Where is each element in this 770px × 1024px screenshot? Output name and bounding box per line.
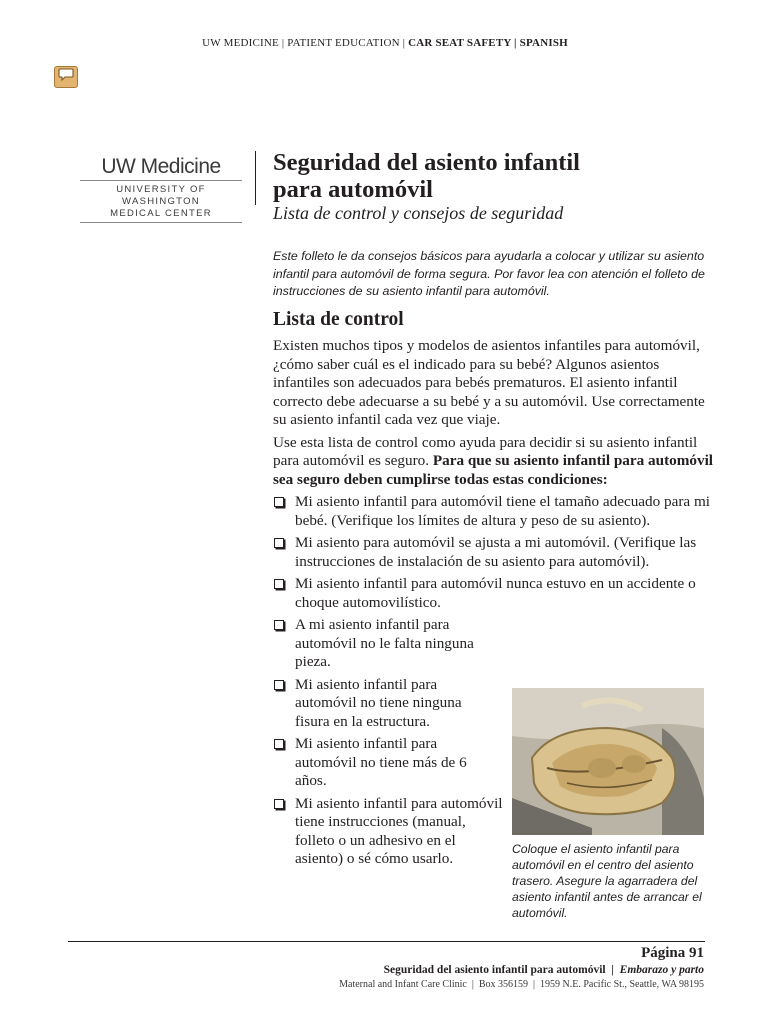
document-subtitle: Lista de control y consejos de seguridad [273,203,564,223]
logo-subline-2: MEDICAL CENTER [110,208,212,219]
checklist-item-text: Mi asiento infantil para automóvil tiene instrucciones (manual, folleto o un adhesivo en el asiento) o sé cómo usarlo. [295,794,503,867]
checklist-item-text: A mi asiento infantil para automóvil no le falta ninguna pieza. [295,616,474,670]
running-header [0,37,770,49]
checkbox-icon[interactable] [274,579,284,589]
paragraph-2 [273,434,713,490]
footer-divider [68,941,705,942]
photo-caption: Coloque el asiento infantil para automóvil en el centro del asiento trasero. Asegure la agarradera del asiento infantil antes de arrancar el automóvil. [512,842,702,920]
page-number: Página 91 [641,945,704,961]
checklist-item [273,493,713,530]
uw-medicine-logo [80,156,242,226]
checkbox-icon[interactable] [274,799,284,809]
logo-wordmark: UW Medicine [101,155,221,178]
logo-subline-1: UNIVERSITY OF WASHINGTON [116,184,206,207]
checklist-item [273,575,713,612]
title-divider [255,151,256,205]
document-title [273,149,723,203]
checklist-item [273,676,495,732]
logo-divider-bottom [80,222,242,223]
footer-separator: | [605,964,620,976]
checkbox-icon[interactable] [274,680,284,690]
speech-bubble-icon [58,68,74,87]
checklist-item [273,534,713,571]
checkbox-icon[interactable] [274,739,284,749]
checklist-item-text: Mi asiento infantil para automóvil nunca estuvo en un accidente o choque automovilístico. [295,575,696,611]
title-line-2: para automóvil [273,176,433,203]
logo-divider [80,180,242,181]
checklist-item [273,795,505,869]
checkbox-icon[interactable] [274,538,284,548]
checklist-item-text: Mi asiento para automóvil se ajusta a mi automóvil. (Verifique las instrucciones de instalación de su asiento para automóvil). [295,534,697,570]
paragraph-2-emphasis: Para que su asiento infantil para automóvil sea seguro deben cumplirse todas estas condiciones: [273,452,714,488]
checklist-item-text: Mi asiento infantil para automóvil tiene el tamaño adecuado para mi bebé. (Verifique los límites de altura y peso de su asiento). [295,493,710,529]
footer-document-title [384,964,704,976]
checklist-item-text: Mi asiento infantil para automóvil no tiene ninguna fisura en la estructura. [295,675,462,730]
paragraph-1: Existen muchos tipos y modelos de asientos infantiles para automóvil, ¿cómo saber cuál es el indicado para su bebé? Algunos asientos infantiles son adecuados para bebés prematuros. El asiento infantil correcto debe adecuarse a su bebé y a su automóvil. Use correctamente su asiento infantil cada vez que viaje. [273,337,705,428]
title-line-1: Seguridad del asiento infantil [273,149,580,176]
checklist-item-text: Mi asiento infantil para automóvil no tiene más de 6 años. [295,735,467,789]
checkbox-icon[interactable] [274,497,284,507]
car-seat-photo [512,688,704,835]
intro-paragraph: Este folleto le da consejos básicos para ayudarla a colocar y utilizar su asiento infantil para automóvil de forma segura. Por favor lea con atención el folleto de instrucciones de su asiento infantil para automóvil. [273,249,705,298]
footer-address: Maternal and Infant Care Clinic | Box 356159 | 1959 N.E. Pacific St., Seattle, WA 98195 [339,979,704,990]
checkbox-icon[interactable] [274,620,284,630]
section-heading: Lista de control [273,309,404,330]
footer-title: Seguridad del asiento infantil para automóvil [383,964,606,976]
checklist-item [273,735,495,791]
header-prefix: UW MEDICINE | PATIENT EDUCATION | [202,37,409,49]
checklist-item [273,616,495,672]
paragraph-2-text: Use esta lista de control como ayuda para decidir si su asiento infantil para automóvil es seguro. [273,433,698,469]
footer-section: Embarazo y parto [619,964,704,976]
header-topic: CAR SEAT SAFETY | SPANISH [408,37,568,49]
comment-button[interactable] [54,66,78,88]
